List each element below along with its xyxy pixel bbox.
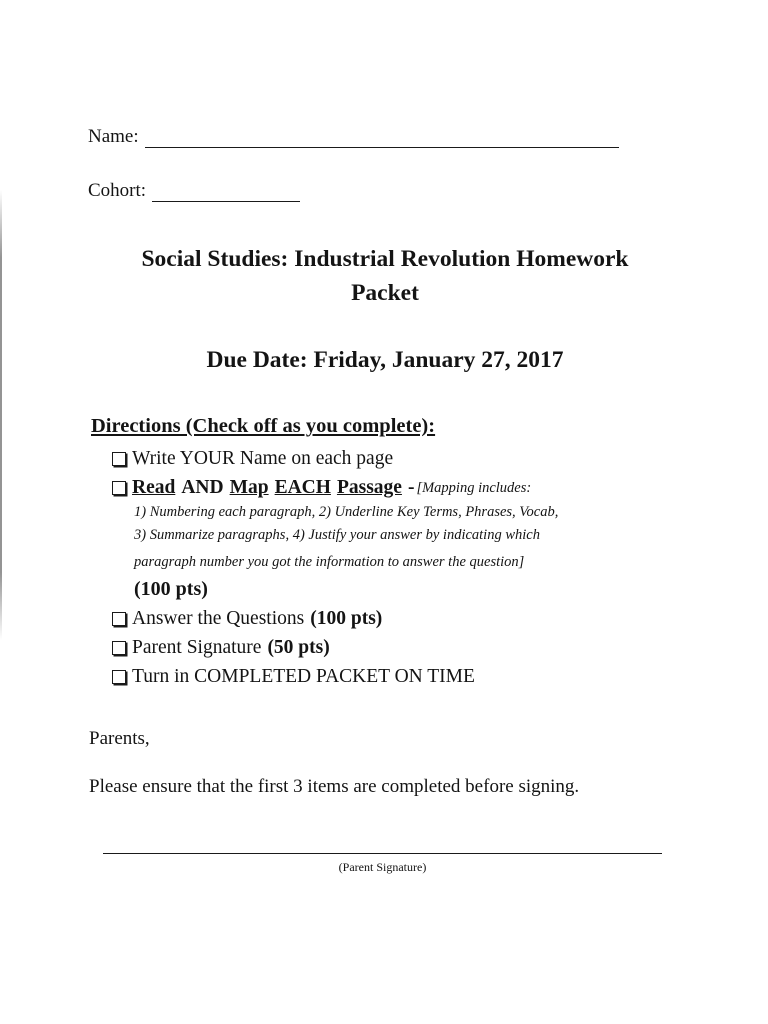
- checklist-item-parent-signature[interactable]: [112, 637, 330, 659]
- checkbox-icon[interactable]: [112, 612, 126, 626]
- signature-points: (50 pts): [267, 637, 330, 658]
- parent-signature-line[interactable]: [103, 853, 662, 854]
- cohort-field[interactable]: [88, 180, 300, 202]
- cohort-label: Cohort:: [88, 180, 147, 201]
- name-label: Name:: [88, 126, 139, 147]
- passage-label: Passage: [336, 477, 402, 498]
- title-line-2: Packet: [351, 280, 419, 306]
- cohort-blank-line[interactable]: [152, 185, 300, 202]
- page-title: [90, 242, 680, 310]
- parents-instruction: Please ensure that the first 3 items are completed before signing.: [89, 776, 580, 797]
- parents-salutation: Parents,: [89, 728, 150, 749]
- checklist-item-label: Write YOUR Name on each page: [132, 448, 394, 469]
- answer-points: (100 pts): [310, 608, 383, 629]
- checklist-item-label: Turn in COMPLETED PACKET ON TIME: [132, 666, 475, 687]
- checkbox-icon[interactable]: [112, 670, 126, 684]
- checkbox-icon[interactable]: [112, 452, 126, 466]
- read-map-points: (100 pts): [134, 578, 208, 600]
- checklist-item-label: Answer the Questions: [132, 608, 305, 629]
- mapping-line-1: 1) Numbering each paragraph, 2) Underline Key Terms, Phrases, Vocab,: [134, 504, 559, 520]
- mapping-line-2: 3) Summarize paragraphs, 4) Justify your answer by indicating which: [134, 527, 540, 543]
- title-line-1: Social Studies: Industrial Revolution Homework: [141, 246, 629, 272]
- due-date: Due Date: Friday, January 27, 2017: [206, 347, 564, 373]
- checklist-item-answer-questions[interactable]: [112, 608, 382, 630]
- and-label: AND: [181, 477, 224, 498]
- checklist-item-write-name[interactable]: [112, 448, 393, 470]
- checkbox-icon[interactable]: [112, 641, 126, 655]
- dash: -: [407, 477, 415, 498]
- scan-edge-shadow: [0, 190, 2, 640]
- checklist-item-turn-in[interactable]: [112, 666, 475, 688]
- read-label: Read: [132, 477, 176, 498]
- parent-signature-label: (Parent Signature): [338, 860, 427, 874]
- checkbox-icon[interactable]: [112, 481, 126, 495]
- name-blank-line[interactable]: [145, 131, 619, 148]
- checklist-item-label: Parent Signature: [132, 637, 262, 658]
- each-label: EACH: [274, 477, 331, 498]
- mapping-line-3: paragraph number you got the information to answer the question]: [134, 554, 525, 570]
- name-field[interactable]: [88, 126, 619, 148]
- mapping-intro: [Mapping includes:: [416, 479, 532, 496]
- directions-heading: Directions (Check off as you complete):: [91, 415, 436, 437]
- checklist-item-read-map[interactable]: [112, 477, 531, 499]
- map-label: Map: [229, 477, 269, 498]
